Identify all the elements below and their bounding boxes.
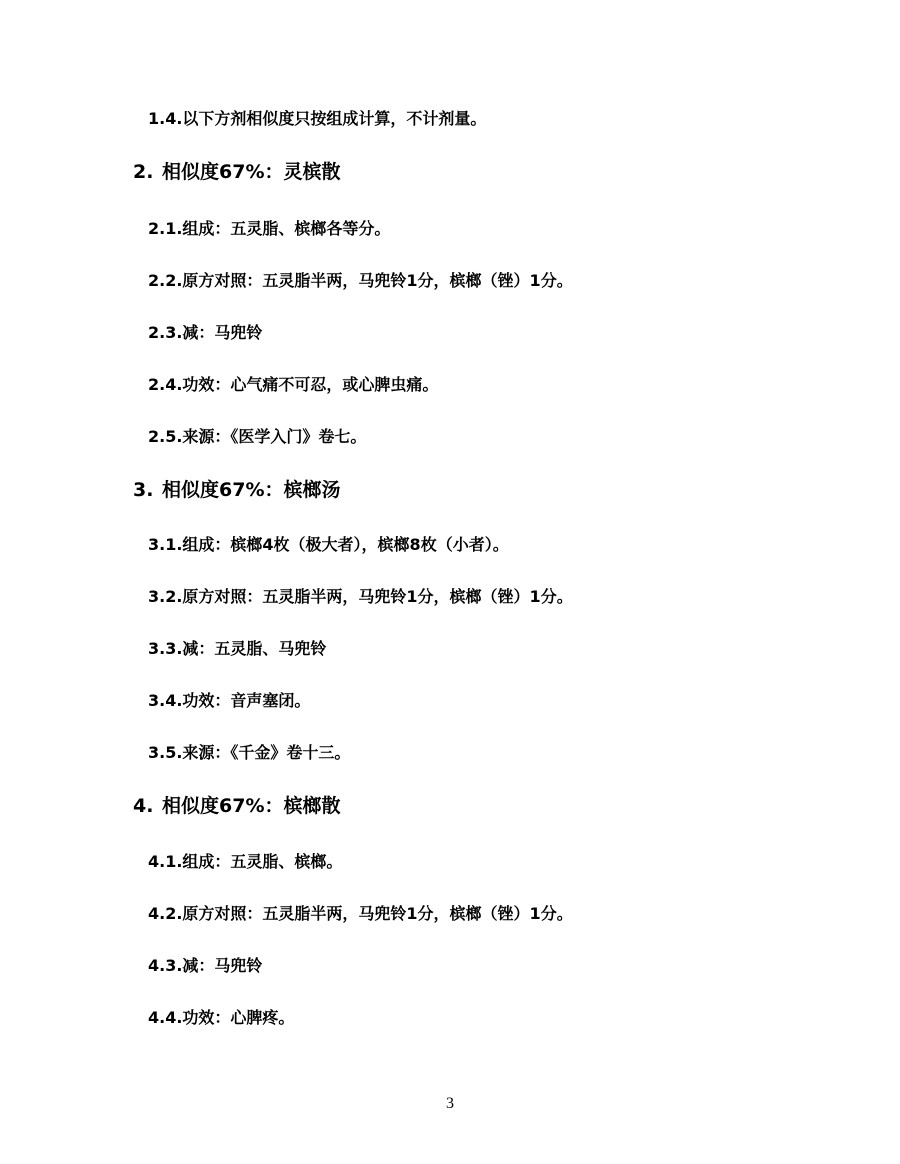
item-number: 4.2. [148,904,183,923]
page-number: 3 [446,1095,454,1112]
item-number: 3.4. [148,691,183,710]
item-1-4 [148,109,486,129]
item-text: 组成：槟榔4枚（极大者），槟榔8枚（小者）。 [182,535,509,554]
heading-number: 2. [133,161,154,183]
item-text: 功效：心气痛不可忍，或心脾虫痛。 [182,375,439,394]
item-text: 原方对照：五灵脂半两，马兜铃1分，槟榔（锉）1分。 [182,271,573,290]
item-4-1 [148,852,342,872]
item-text: 功效：音声塞闭。 [182,691,311,710]
item-4-2 [148,904,573,924]
item-2-5 [148,427,366,447]
heading-text: 相似度67%：槟榔散 [162,795,341,817]
item-text: 功效：心脾疼。 [182,1008,295,1027]
item-number: 2.3. [148,323,183,342]
item-3-4 [148,691,310,711]
item-3-5 [148,743,350,763]
heading-number: 3. [133,479,154,501]
item-number: 2.5. [148,427,183,446]
item-text: 减：马兜铃 [182,956,263,975]
item-text: 组成：五灵脂、槟榔各等分。 [182,219,391,238]
item-number: 2.1. [148,219,183,238]
item-text: 减：马兜铃 [182,323,263,342]
section-heading-3 [133,478,340,502]
item-number: 1.4. [148,109,183,128]
item-number: 2.4. [148,375,183,394]
item-text: 来源：《千金》卷十三。 [182,743,351,762]
item-number: 3.2. [148,587,183,606]
item-number: 4.3. [148,956,183,975]
item-3-1 [148,535,509,555]
item-number: 2.2. [148,271,183,290]
heading-text: 相似度67%：灵槟散 [162,161,341,183]
item-text: 减：五灵脂、马兜铃 [182,639,327,658]
section-heading-4 [133,794,340,818]
item-text: 组成：五灵脂、槟榔。 [182,852,343,871]
heading-number: 4. [133,795,154,817]
item-text: 原方对照：五灵脂半两，马兜铃1分，槟榔（锉）1分。 [182,904,573,923]
item-number: 3.3. [148,639,183,658]
item-number: 3.5. [148,743,183,762]
item-4-4 [148,1008,294,1028]
section-heading-2 [133,160,340,184]
item-2-4 [148,375,438,395]
item-text: 原方对照：五灵脂半两，马兜铃1分，槟榔（锉）1分。 [182,587,573,606]
item-number: 4.1. [148,852,183,871]
item-text: 以下方剂相似度只按组成计算，不计剂量。 [182,109,487,128]
item-number: 4.4. [148,1008,183,1027]
item-2-3 [148,323,262,343]
item-3-3 [148,639,326,659]
item-3-2 [148,587,573,607]
item-4-3 [148,956,262,976]
item-number: 3.1. [148,535,183,554]
item-text: 来源：《医学入门》卷七。 [182,427,367,446]
item-2-1 [148,219,390,239]
heading-text: 相似度67%：槟榔汤 [162,479,341,501]
item-2-2 [148,271,573,291]
